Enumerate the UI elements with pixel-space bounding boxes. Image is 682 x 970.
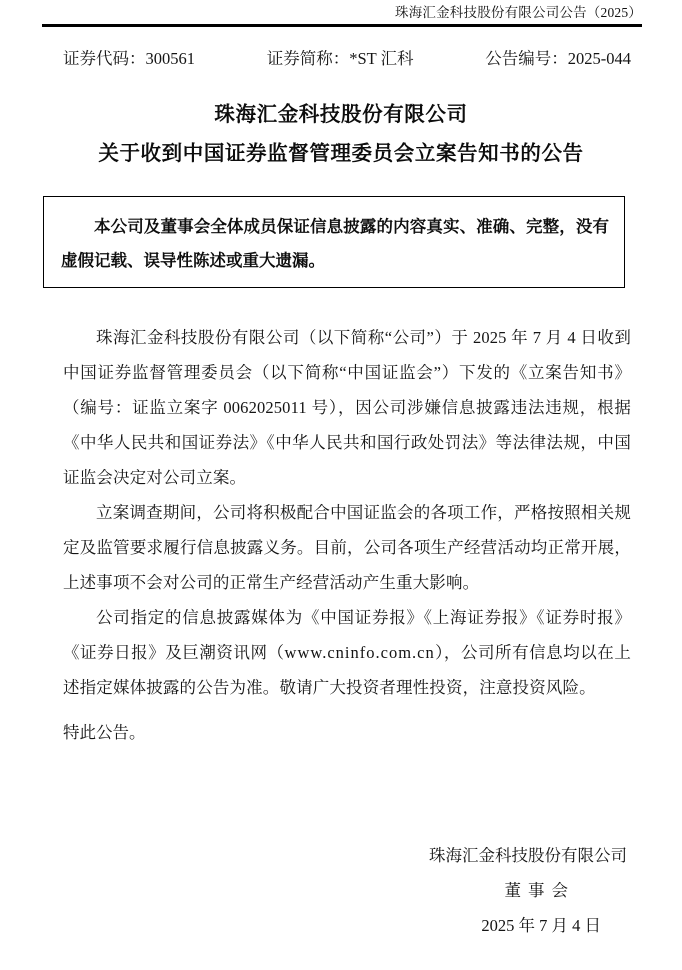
body-paragraph-3	[63, 600, 631, 705]
document-body	[63, 320, 631, 705]
signature-company-name: 珠海汇金科技股份有限公司	[429, 846, 627, 865]
security-code: 证券代码：300561	[63, 49, 195, 68]
signature-date: 2025 年 7 月 4 日	[481, 916, 601, 935]
header-divider-rule	[42, 24, 642, 27]
body-paragraph-3-text-after-link: ），公司所有信息均以在上述指定媒体披露的公告为准。敬请广大投资者理性投资，注意投资风险。	[63, 643, 631, 697]
cninfo-website-link[interactable]: www.cninfo.com.cn	[284, 643, 435, 662]
signature-block	[63, 838, 631, 943]
page-title-company: 珠海汇金科技股份有限公司	[214, 104, 468, 126]
closing-statement: 特此公告。	[63, 723, 146, 742]
disclaimer-text: 本公司及董事会全体成员保证信息披露的内容真实、准确、完整，没有虚假记载、误导性陈述或重大遗漏。	[61, 217, 609, 270]
page-title-subject: 关于收到中国证券监督管理委员会立案告知书的公告	[98, 143, 584, 165]
disclaimer-box	[43, 196, 625, 288]
announcement-number: 公告编号：2025-044	[485, 49, 631, 68]
security-abbreviation: 证券简称：*ST 汇科	[266, 49, 414, 68]
signature-board-of-directors: 董事会	[504, 881, 575, 900]
body-paragraph-3-text-before-link: 公司指定的信息披露媒体为《中国证券报》《上海证券报》《证券时报》《证券日报》及巨潮资讯网（	[63, 608, 631, 662]
document-meta-row	[63, 47, 631, 71]
body-paragraph-2: 立案调查期间，公司将积极配合中国证监会的各项工作，严格按照相关规定及监管要求履行信息披露义务。目前，公司各项生产经营活动均正常开展，上述事项不会对公司的正常生产经营活动产生重大影响。	[63, 503, 631, 592]
body-paragraph-1: 珠海汇金科技股份有限公司（以下简称“公司”）于 2025 年 7 月 4 日收到中国证券监督管理委员会（以下简称“中国证监会”）下发的《立案告知书》（编号：证监立案字 0062025011 号），因公司涉嫌信息披露违法违规，根据《中华人民共和国证券法》《中华人民共和国行政处罚法》等法律法规，中国证监会决定对公司立案。	[63, 328, 631, 487]
running-header: 珠海汇金科技股份有限公司公告（2025）	[395, 5, 642, 20]
